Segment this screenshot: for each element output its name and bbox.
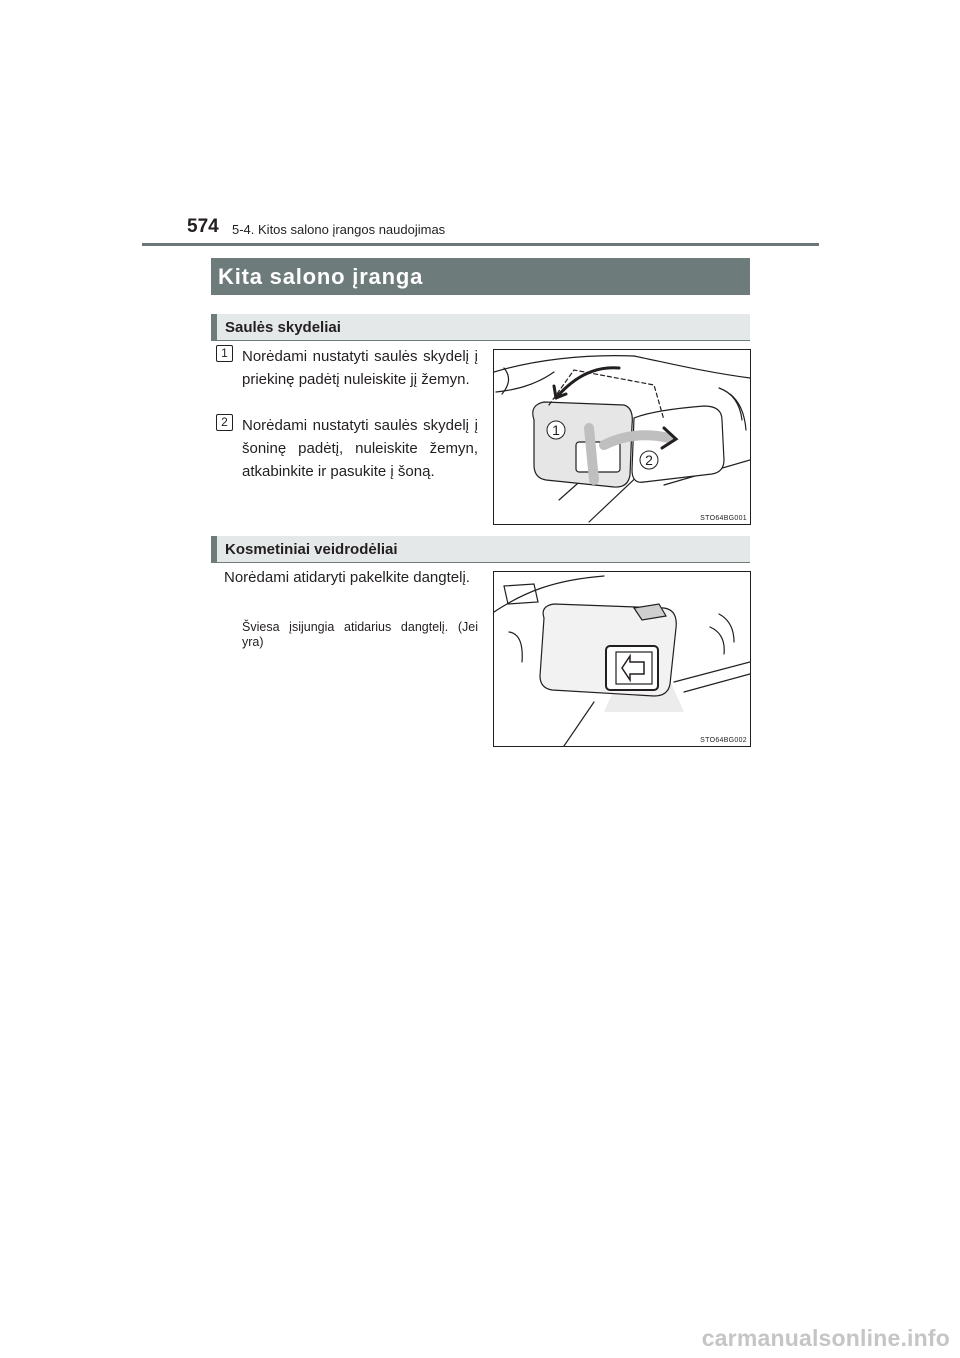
callout-2: 2 (645, 452, 653, 468)
header-rule (142, 243, 819, 246)
section-title-vanity-mirrors: Kosmetiniai veidrodėliai (211, 536, 750, 563)
section-title-sun-visors: Saulės skydeliai (211, 314, 750, 341)
vanity-mirror-drawing (494, 572, 750, 746)
figure-code-1: STO64BG001 (700, 515, 747, 522)
step-2-text: Norėdami nustatyti saulės skydelį į šoninę padėtį, nuleiskite žemyn, atkabinkite ir pasukite į šoną. (242, 417, 478, 480)
vanity-mirror-illustration (493, 571, 751, 747)
sun-visor-drawing (494, 350, 750, 524)
page-number: 574 (187, 216, 219, 237)
figure-code-2: STO64BG002 (700, 737, 747, 744)
step-1-text: Norėdami nustatyti saulės skydelį į priekinę padėtį nuleiskite jį žemyn. (242, 348, 478, 388)
step-2-icon: 2 (216, 414, 233, 431)
vanity-mirror-note: Šviesa įsijungia atidarius dangtelį. (Jei yra) (242, 620, 478, 649)
main-title: Kita salono įranga (211, 258, 750, 295)
watermark: carmanualsonline.info (701, 1325, 950, 1351)
callout-1: 1 (552, 422, 560, 438)
vanity-mirror-text: Norėdami atidaryti pakelkite dangtelį. (224, 569, 470, 586)
running-header: 5-4. Kitos salono įrangos naudojimas (232, 222, 446, 237)
step-1-icon: 1 (216, 345, 233, 362)
sun-visor-illustration (493, 349, 751, 525)
